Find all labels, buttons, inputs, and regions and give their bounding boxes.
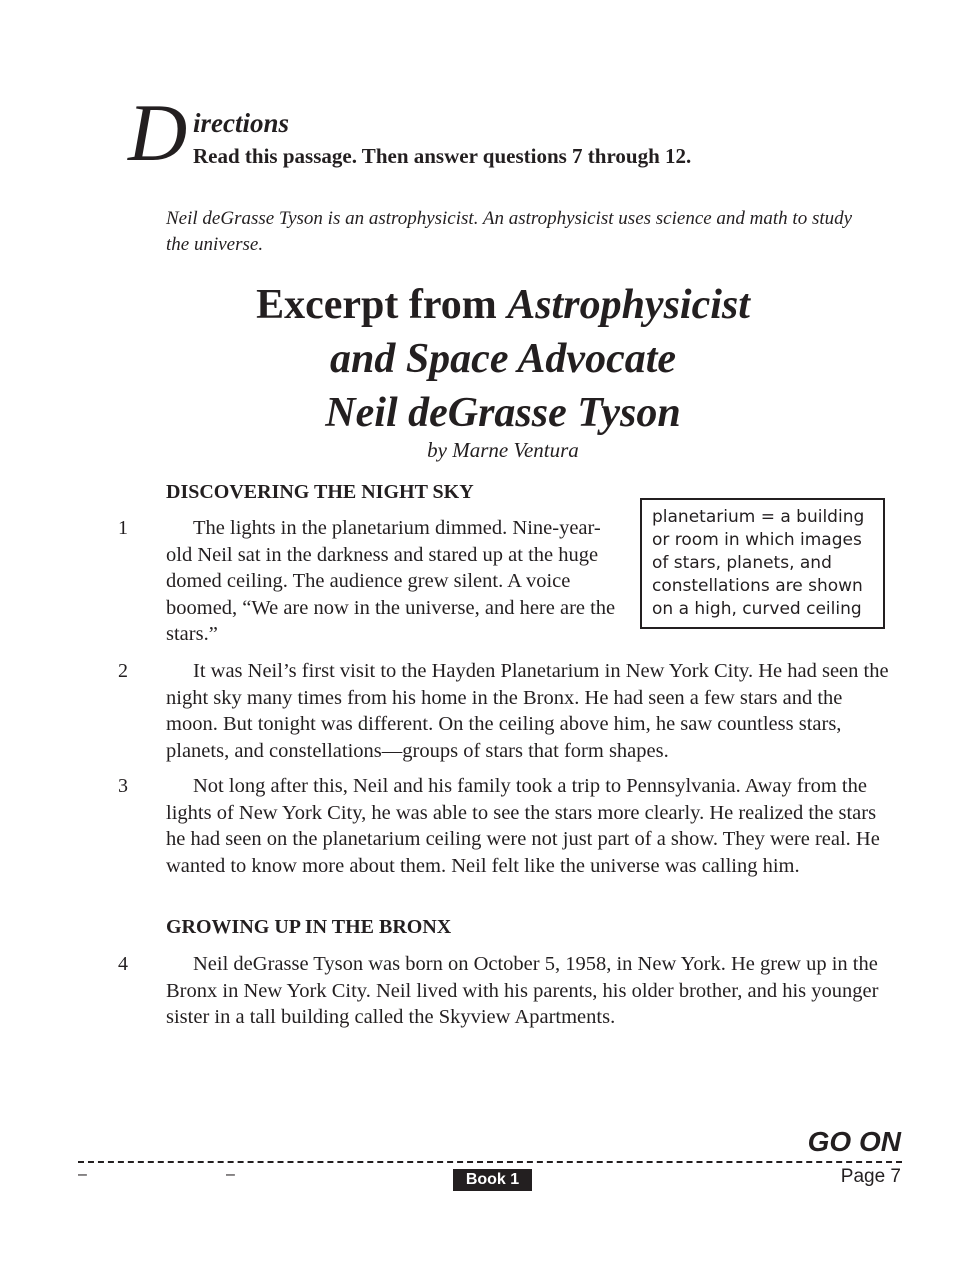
paragraph: Neil deGrasse Tyson was born on October 5, 1958, in New York. He grew up in the Bronx in New York City. Neil lived with his parents, his older brother, and his younger sister in a tall building called the Skyview Apartments. [166,953,879,1028]
directions-text: Read this passage. Then answer questions 7 through 12. [193,144,692,168]
directions-heading: irections [193,108,290,138]
footer-mark-left: – [78,1166,87,1183]
intro-text: Neil deGrasse Tyson is an astrophysicist. An astrophysicist uses science and math to study the universe. [166,208,853,255]
section-heading: GROWING UP IN THE BRONX [166,916,452,938]
paragraph-number: 3 [118,775,128,797]
paragraph: Not long after this, Neil and his family took a trip to Pennsylvania. Away from the lights of New York City, he was able to see the stars more clearly. He realized the stars he had seen on the planetarium ceiling were not just part of a show. They were real. He wanted to know more about them. Neil felt like the universe was calling him. [166,775,880,877]
paragraph: The lights in the planetarium dimmed. Nine-year-old Neil sat in the darkness and stared up at the huge domed ceiling. The audience grew silent. A voice boomed, “We are now in the universe, and here are the stars.” [166,517,616,645]
passage-title [160,278,846,440]
title-line-1: Excerpt from Astrophysicist [256,282,750,328]
title-line-3: Neil deGrasse Tyson [325,390,681,436]
footer-mark-mid: – [226,1166,235,1183]
section-heading: DISCOVERING THE NIGHT SKY [166,481,474,503]
glossary-box: planetarium = a building or room in which images of stars, planets, and constellations are shown on a high, curved ceiling [640,498,885,629]
title-italic: Astrophysicist [507,282,750,328]
paragraph: It was Neil’s first visit to the Hayden Planetarium in New York City. He had seen the night sky many times from his home in the Bronx. He had seen a few stars and the moon. But tonight was different. On the ceiling above him, he saw countless stars, planets, and constellations—groups of stars that form shapes. [166,660,889,762]
book-badge: Book 1 [453,1169,532,1191]
paragraph-number: 1 [118,517,128,539]
go-on-label: GO ON [807,1126,901,1157]
title-line-2: and Space Advocate [329,336,677,382]
directions-dropcap: D [128,87,188,178]
paragraph-number: 2 [118,660,128,682]
page-number: Page 7 [840,1166,901,1187]
paragraph-number: 4 [118,953,128,975]
footer-divider [78,1161,902,1163]
byline: by Marne Ventura [427,438,579,462]
